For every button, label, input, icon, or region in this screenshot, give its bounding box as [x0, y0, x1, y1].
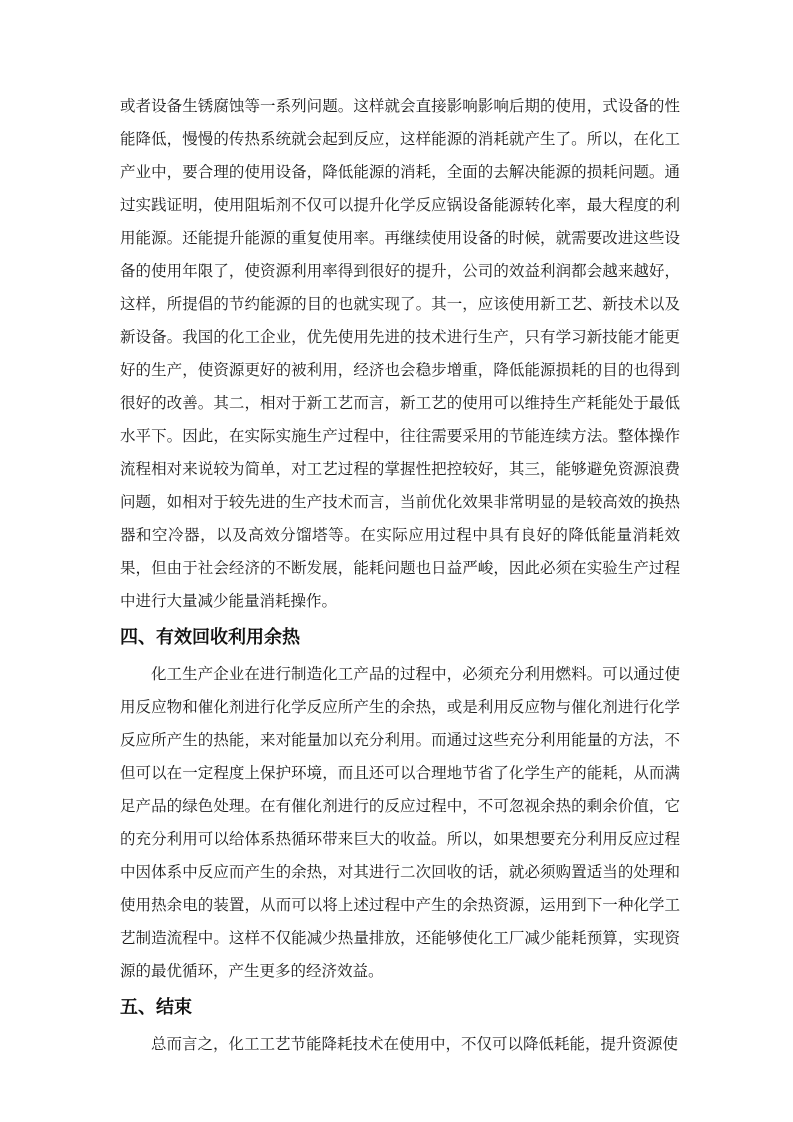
paragraph-equipment-energy: 或者设备生锈腐蚀等一系列问题。这样就会直接影响影响后期的使用，式设备的性能降低，慢慢的传热系统就会起到反应，这样能源的消耗就产生了。所以，在化工产业中，要合理的使用设备，降低能源的消耗，全面的去解决能源的损耗问题。通过实践证明，使用阻垢剂不仅可以提升化学反应锅设备能源转化率，最大程度的利用能源。还能提升能源的重复使用率。再继续使用设备的时候，就需要改进这些设备的使用年限了，使资源利用率得到很好的提升，公司的效益利润都会越来越好，这样，所提倡的节约能源的目的也就实现了。其一，应该使用新工艺、新技术以及新设备。我国的化工企业，优先使用先进的技术进行生产，只有学习新技能才能更好的生产，使资源更好的被利用，经济也会稳步增重，降低能源损耗的目的也得到很好的改善。其二，相对于新工艺而言，新工艺的使用可以维持生产耗能处于最低水平下。因此，在实际实施生产过程中，往往需要采用的节能连续方法。整体操作流程相对来说较为简单，对工艺过程的掌握性把控较好，其三，能够避免资源浪费问题，如相对于较先进的生产技术而言，当前优化效果非常明显的是较高效的换热器和空冷器，以及高效分馏塔等。在实际应用过程中具有良好的降低能量消耗效果，但由于社会经济的不断发展，能耗问题也日益严峻，因此必须在实验生产过程中进行大量减少能量消耗操作。: [120, 97, 680, 610]
document-page: [120, 90, 680, 1061]
paragraph-waste-heat: 化工生产企业在进行制造化工产品的过程中，必须充分利用燃料。可以通过使用反应物和催化剂进行化学反应所产生的余热，或是利用反应物与催化剂进行化学反应所产生的热能，来对能量加以充分利用。而通过这些充分利用能量的方法，不但可以在一定程度上保护环境，而且还可以合理地节省了化学生产的能耗，从而满足产品的绿色处理。在有催化剂进行的反应过程中，不可忽视余热的剩余价值，它的充分利用可以给体系热循环带来巨大的收益。所以，如果想要充分利用反应过程中因体系中反应而产生的余热，对其进行二次回收的话，就必须购置适当的处理和使用热余电的装置，从而可以将上述过程中产生的余热资源，运用到下一种化学工艺制造流程中。这样不仅能减少热量排放，还能够使化工厂减少能耗预算，实现资源的最优循环，产生更多的经济效益。: [120, 665, 680, 980]
paragraph-conclusion: 总而言之，化工工艺节能降耗技术在使用中，不仅可以降低耗能，提升资源使: [151, 1035, 679, 1053]
section-heading-conclusion: 五、结束: [120, 997, 192, 1018]
section-heading-waste-heat: 四、有效回收利用余热: [120, 627, 300, 648]
